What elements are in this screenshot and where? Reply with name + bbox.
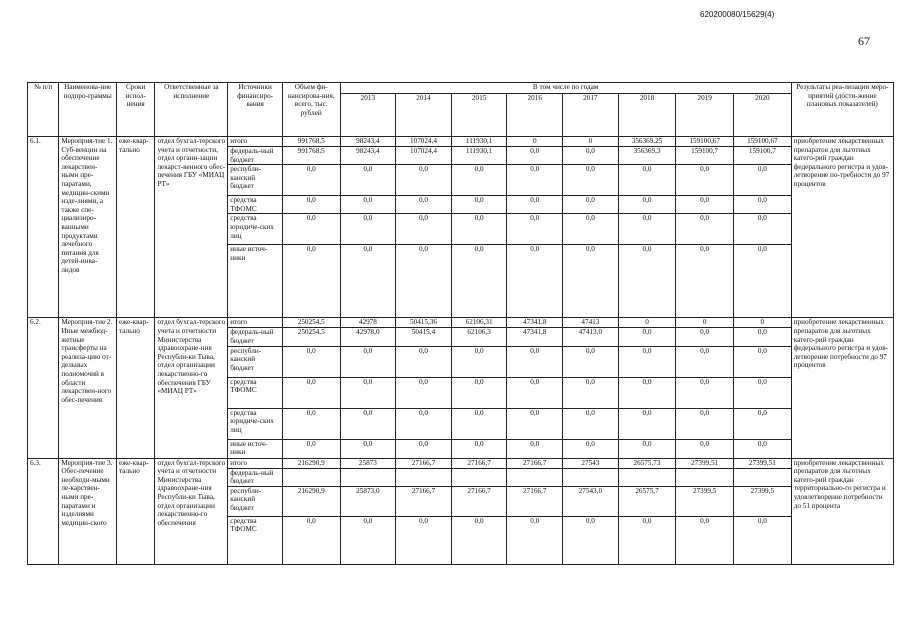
year-value-2018: 0,0: [618, 245, 676, 318]
year-value-2020: 0,0: [733, 439, 791, 458]
year-value-2017: 27543: [563, 458, 619, 468]
year-value-2016: 0,0: [507, 165, 563, 196]
year-value-2013: [340, 468, 396, 486]
page-number: 67: [858, 34, 870, 48]
year-value-2015: 0,0: [451, 377, 507, 408]
year-value-2018: 0,0: [618, 165, 676, 196]
year-value-2016: 0,0: [507, 346, 563, 377]
header-terms: Сроки испол-нения: [117, 83, 155, 137]
year-value-2018: 0,0: [618, 214, 676, 245]
year-value-2020: [733, 468, 791, 486]
year-value-2020: 0,0: [733, 408, 791, 439]
funding-volume: 216290,9: [282, 458, 340, 468]
year-value-2016: 0,0: [507, 147, 563, 165]
funding-source: итого: [228, 458, 283, 468]
funding-volume: 0,0: [282, 377, 340, 408]
year-value-2013: 0,0: [340, 408, 396, 439]
year-value-2019: [676, 468, 734, 486]
year-value-2020: 0,0: [733, 214, 791, 245]
year-value-2015: 27166,7: [451, 458, 507, 468]
funding-volume: 0,0: [282, 245, 340, 318]
year-value-2018: 356369,25: [618, 137, 676, 147]
year-value-2018: 0,0: [618, 408, 676, 439]
year-value-2018: 0,0: [618, 516, 676, 564]
year-value-2013: 98243,4: [340, 137, 396, 147]
year-value-2019: 0,0: [676, 408, 734, 439]
year-value-2018: 0: [618, 318, 676, 328]
year-value-2015: 62106,31: [451, 318, 507, 328]
year-value-2017: 0,0: [563, 516, 619, 564]
year-value-2020: 0: [733, 318, 791, 328]
responsible-dept: отдел бухгал-терского учета и отчетности Министерства здравоохране-ния Республи-ки Тыва, отдел организации лекарственно-го обеспечения ГБУ «МИАЦ РТ»: [155, 318, 228, 458]
year-value-2017: 47413,0: [563, 328, 619, 346]
year-value-2017: 0,0: [563, 346, 619, 377]
year-value-2017: 0,0: [563, 147, 619, 165]
year-value-2016: 0: [507, 137, 563, 147]
header-year-2013: 2013: [340, 94, 396, 137]
year-value-2017: 0,0: [563, 245, 619, 318]
year-value-2017: 27543,0: [563, 486, 619, 516]
execution-terms: еже-квар-тально: [117, 458, 155, 564]
year-value-2018: 356369,3: [618, 147, 676, 165]
year-value-2017: 0,0: [563, 439, 619, 458]
year-value-2015: 0,0: [451, 516, 507, 564]
funding-source: иные источ-ники: [228, 439, 283, 458]
funding-source: средства юридиче-ских лиц: [228, 408, 283, 439]
funding-source: итого: [228, 318, 283, 328]
funding-volume: 0,0: [282, 408, 340, 439]
year-value-2019: 0,0: [676, 516, 734, 564]
year-value-2016: [507, 468, 563, 486]
year-value-2014: 107024,4: [396, 137, 452, 147]
year-value-2015: [451, 468, 507, 486]
header-num: № п/п: [28, 83, 59, 137]
header-year-2015: 2015: [451, 94, 507, 137]
year-value-2013: 0,0: [340, 245, 396, 318]
year-value-2019: 27399,5: [676, 486, 734, 516]
header-year-2019: 2019: [676, 94, 734, 137]
responsible-dept: отдел бухгал-терского учета и отчетности Министерства здравоохране-ния Республи-ки Тыва, отдел организации лекарственно-го обеспечения: [155, 458, 228, 564]
year-value-2014: 27166,7: [396, 486, 452, 516]
year-value-2018: 0,0: [618, 439, 676, 458]
year-value-2013: 0,0: [340, 196, 396, 214]
year-value-2018: 0,0: [618, 328, 676, 346]
funding-source: иные источ-ники: [228, 245, 283, 318]
year-value-2017: [563, 468, 619, 486]
row-number: 6.2.: [28, 318, 59, 458]
year-value-2020: 27399,51: [733, 458, 791, 468]
funding-source: федераль-ный бюджет: [228, 147, 283, 165]
year-value-2019: 0,0: [676, 377, 734, 408]
table-row: [28, 137, 894, 147]
funding-volume: 0,0: [282, 214, 340, 245]
year-value-2014: 0,0: [396, 196, 452, 214]
measure-result: приобретение лекарственных препаратов для льготных катего-рий граждан территориально-го регистра и удовлетворение потребности до 51 процента: [791, 458, 893, 564]
funding-volume: 991768,5: [282, 137, 340, 147]
year-value-2020: 0,0: [733, 346, 791, 377]
year-value-2020: 0,0: [733, 377, 791, 408]
header-name: Наименова-ние подпро-граммы: [59, 83, 117, 137]
funding-volume: [282, 468, 340, 486]
year-value-2017: 0: [563, 137, 619, 147]
year-value-2017: 0,0: [563, 408, 619, 439]
year-value-2018: 0,0: [618, 377, 676, 408]
year-value-2020: 159100,67: [733, 137, 791, 147]
year-value-2020: 0,0: [733, 328, 791, 346]
year-value-2015: 111930,1: [451, 147, 507, 165]
year-value-2014: 0,0: [396, 346, 452, 377]
header-year-2017: 2017: [563, 94, 619, 137]
year-value-2020: 0,0: [733, 516, 791, 564]
year-value-2016: 0,0: [507, 214, 563, 245]
header-by-years: В том числе по годам: [340, 83, 791, 94]
year-value-2013: 0,0: [340, 214, 396, 245]
funding-source: средства ТФОМС: [228, 516, 283, 564]
year-value-2015: 0,0: [451, 245, 507, 318]
year-value-2014: 50415,4: [396, 328, 452, 346]
row-number: 6.1.: [28, 137, 59, 318]
year-value-2015: 27166,7: [451, 486, 507, 516]
responsible-dept: отдел бухгал-терского учета и отчетности, отдел органи-зации лекарст-венного обес-печения ГБУ «МИАЦ РТ»: [155, 137, 228, 318]
year-value-2019: 0,0: [676, 245, 734, 318]
year-value-2014: [396, 468, 452, 486]
year-value-2013: 0,0: [340, 346, 396, 377]
year-value-2018: 26575,7: [618, 486, 676, 516]
year-value-2013: 25873,0: [340, 486, 396, 516]
year-value-2017: 0,0: [563, 377, 619, 408]
funding-source: средства юридиче-ских лиц: [228, 214, 283, 245]
year-value-2019: 0,0: [676, 165, 734, 196]
funding-volume: 0,0: [282, 165, 340, 196]
year-value-2020: 0,0: [733, 245, 791, 318]
year-value-2019: 27399,51: [676, 458, 734, 468]
header-sources: Источники финансиро-вания: [228, 83, 283, 137]
year-value-2015: 0,0: [451, 408, 507, 439]
header-year-2020: 2020: [733, 94, 791, 137]
funding-volume: 0,0: [282, 346, 340, 377]
year-value-2013: 42978: [340, 318, 396, 328]
year-value-2014: 27166,7: [396, 458, 452, 468]
year-value-2014: 0,0: [396, 516, 452, 564]
measure-result: приобретение лекарственных препаратов для льготных катего-рий граждан федерального регистра и удов-летворение потребности до 97 процентов: [791, 318, 893, 458]
year-value-2015: 0,0: [451, 165, 507, 196]
header-year-2016: 2016: [507, 94, 563, 137]
funding-volume: 216290,9: [282, 486, 340, 516]
year-value-2013: 0,0: [340, 377, 396, 408]
execution-terms: еже-квар-тально: [117, 318, 155, 458]
year-value-2019: 0,0: [676, 214, 734, 245]
document-code: 620200080/15629(4): [700, 10, 775, 19]
year-value-2016: 0,0: [507, 245, 563, 318]
year-value-2013: 98243,4: [340, 147, 396, 165]
row-number: 6.3.: [28, 458, 59, 564]
year-value-2015: 0,0: [451, 439, 507, 458]
funding-source: республи-канский бюджет: [228, 165, 283, 196]
year-value-2013: 0,0: [340, 165, 396, 196]
year-value-2016: 0,0: [507, 439, 563, 458]
year-value-2017: 47413: [563, 318, 619, 328]
year-value-2014: 0,0: [396, 245, 452, 318]
year-value-2015: 111930,1: [451, 137, 507, 147]
year-value-2019: 0,0: [676, 328, 734, 346]
header-year-2018: 2018: [618, 94, 676, 137]
year-value-2016: 0,0: [507, 516, 563, 564]
year-value-2017: 0,0: [563, 165, 619, 196]
funding-volume: 250254,5: [282, 328, 340, 346]
year-value-2016: 47341,8: [507, 318, 563, 328]
funding-source: федераль-ный бюджет: [228, 328, 283, 346]
funding-source: средства ТФОМС: [228, 377, 283, 408]
year-value-2014: 107024,4: [396, 147, 452, 165]
year-value-2014: 0,0: [396, 408, 452, 439]
funding-volume: 991768,5: [282, 147, 340, 165]
year-value-2016: 47341,8: [507, 328, 563, 346]
year-value-2020: 27399,5: [733, 486, 791, 516]
year-value-2016: 0,0: [507, 408, 563, 439]
year-value-2014: 0,0: [396, 377, 452, 408]
year-value-2019: 159100,7: [676, 147, 734, 165]
funding-volume: 0,0: [282, 439, 340, 458]
year-value-2020: 0,0: [733, 165, 791, 196]
year-value-2014: 0,0: [396, 165, 452, 196]
year-value-2016: 0,0: [507, 196, 563, 214]
year-value-2020: 0,0: [733, 196, 791, 214]
year-value-2013: 42978,0: [340, 328, 396, 346]
year-value-2019: 0,0: [676, 196, 734, 214]
table-row: [28, 458, 894, 468]
year-value-2019: 159100,67: [676, 137, 734, 147]
year-value-2016: 0,0: [507, 377, 563, 408]
year-value-2019: 0,0: [676, 346, 734, 377]
year-value-2013: 0,0: [340, 439, 396, 458]
year-value-2015: 0,0: [451, 214, 507, 245]
funding-volume: 0,0: [282, 516, 340, 564]
funding-source: средства ТФОМС: [228, 196, 283, 214]
year-value-2018: 0,0: [618, 346, 676, 377]
execution-terms: еже-квар-тально: [117, 137, 155, 318]
header-volume: Объем фи-нансирова-ния, всего, тыс. рублей: [282, 83, 340, 137]
header-responsible: Ответственные за исполнение: [155, 83, 228, 137]
funding-volume: 250254,5: [282, 318, 340, 328]
year-value-2017: 0,0: [563, 196, 619, 214]
funding-source: республи-канский бюджет: [228, 346, 283, 377]
header-results: Результаты реа-лизации меро-приятий (дости-жение плановых показателей): [791, 83, 893, 137]
year-value-2019: 0,0: [676, 439, 734, 458]
funding-source: республи-канский бюджет: [228, 486, 283, 516]
year-value-2015: 0,0: [451, 196, 507, 214]
year-value-2014: 0,0: [396, 214, 452, 245]
header-year-2014: 2014: [396, 94, 452, 137]
table-row: [28, 318, 894, 328]
measure-result: приобретение лекарственных препаратов для льготных катего-рий граждан федерального регистра и удов-летворение по-требности до 97 процентов: [791, 137, 893, 318]
financing-table: [27, 82, 894, 565]
measure-name: Мероприя-тие 1. Суб-венции на обеспечение лекарствен-ными пре-паратами, медицин-скими изде-лиями, а также спе-циализиро-ванными продуктами лечебного питания для детей-инва-лидов: [59, 137, 117, 318]
funding-volume: 0,0: [282, 196, 340, 214]
year-value-2015: 0,0: [451, 346, 507, 377]
year-value-2019: 0: [676, 318, 734, 328]
year-value-2018: [618, 468, 676, 486]
year-value-2014: 50415,36: [396, 318, 452, 328]
year-value-2018: 0,0: [618, 196, 676, 214]
year-value-2015: 62106,3: [451, 328, 507, 346]
funding-source: федераль-ный бюджет: [228, 468, 283, 486]
year-value-2016: 27166,7: [507, 458, 563, 468]
year-value-2017: 0,0: [563, 214, 619, 245]
year-value-2020: 159100,7: [733, 147, 791, 165]
year-value-2018: 26575,73: [618, 458, 676, 468]
measure-name: Мероприя-тие 2. Иные межбюд-жетные трансферты на реализа-цию от-дельных полномочий в области лекарствен-ного обес-печения: [59, 318, 117, 458]
measure-name: Мероприя-тие 3. Обес-печение необходи-мыми ле-карствен-ными пре-паратами и изделиями медицин-ского: [59, 458, 117, 564]
year-value-2016: 27166,7: [507, 486, 563, 516]
year-value-2013: 25873: [340, 458, 396, 468]
funding-source: итого: [228, 137, 283, 147]
year-value-2013: 0,0: [340, 516, 396, 564]
year-value-2014: 0,0: [396, 439, 452, 458]
